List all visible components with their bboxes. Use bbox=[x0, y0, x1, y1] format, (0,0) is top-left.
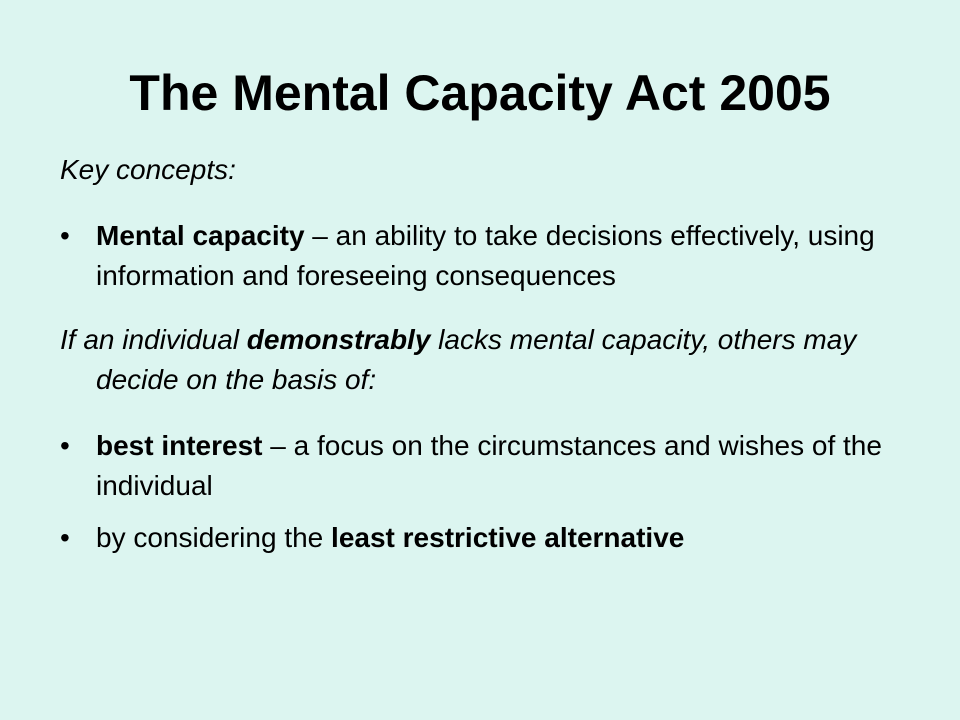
bullet-term: least restrictive alternative bbox=[331, 522, 685, 553]
condition-text bbox=[60, 320, 920, 400]
bullet-mental-capacity bbox=[60, 216, 920, 296]
intro-text: Key concepts: bbox=[60, 154, 236, 185]
bullet-least-restrictive bbox=[60, 518, 920, 558]
condition-emphasis: demonstrably bbox=[246, 324, 431, 355]
condition-before: If an individual bbox=[60, 324, 247, 355]
bullet-dot: • bbox=[60, 220, 70, 251]
bullet-term: best interest bbox=[96, 430, 263, 461]
slide-title: The Mental Capacity Act 2005 bbox=[129, 65, 831, 121]
bullet-text: – an ability to take decisions effectively, using information and foreseeing consequences bbox=[96, 220, 875, 291]
bullet-text: by considering the bbox=[96, 522, 332, 553]
bullet-text: – a focus on the circumstances and wishes of the individual bbox=[96, 430, 882, 501]
condition-after: lacks mental capacity, others may decide on the basis of: bbox=[96, 324, 857, 395]
bullet-dot: • bbox=[60, 522, 70, 553]
bullet-term: Mental capacity bbox=[96, 220, 305, 251]
slide-body bbox=[60, 150, 920, 558]
bullet-best-interest bbox=[60, 426, 920, 506]
bullet-dot: • bbox=[60, 430, 70, 461]
